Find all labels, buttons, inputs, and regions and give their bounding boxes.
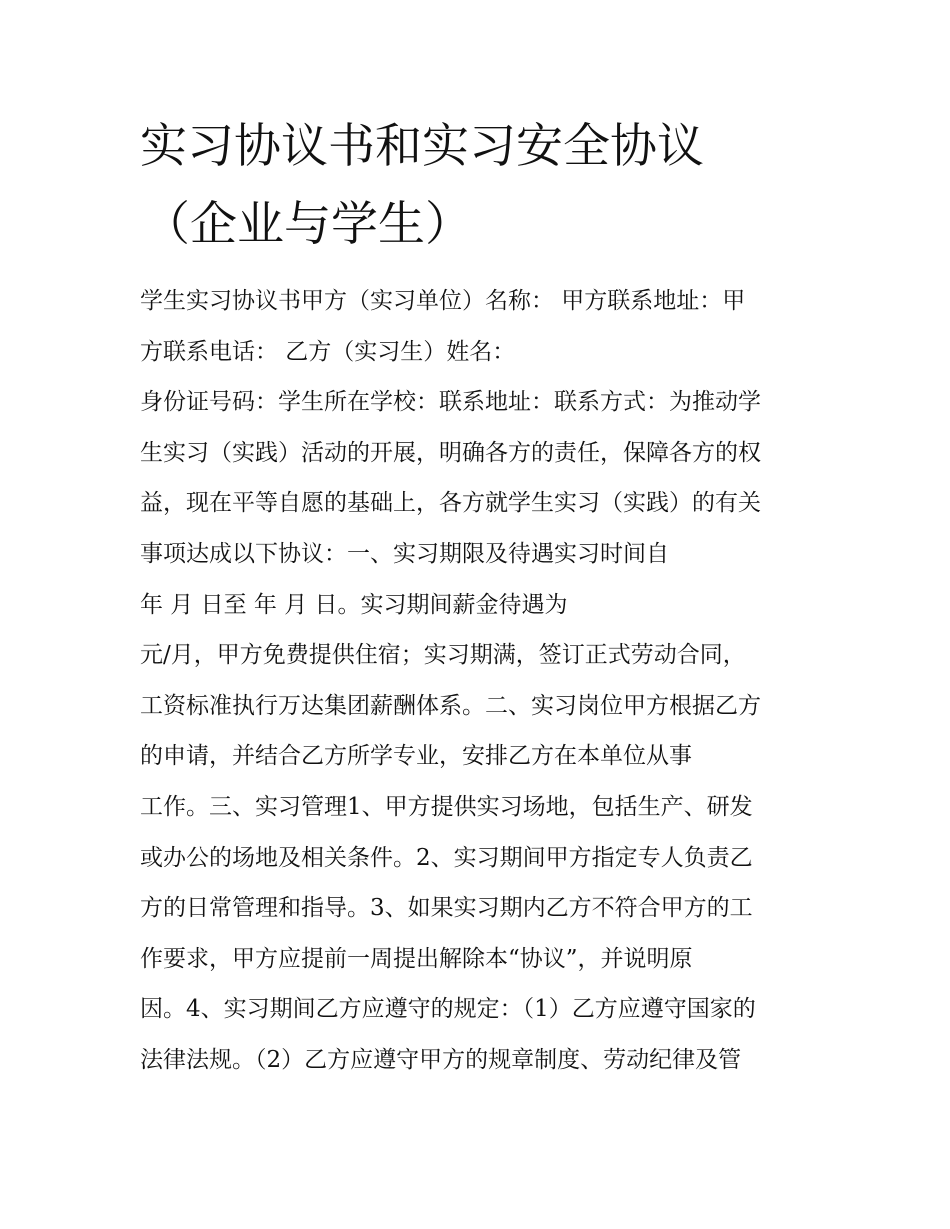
body-line: 或办公的场地及相关条件。2、实习期间甲方指定专人负责乙	[140, 844, 753, 871]
body-line: 因。4、实习期间乙方应遵守的规定：（1）乙方应遵守国家的	[140, 996, 756, 1023]
body-line: 方的日常管理和指导。3、如果实习期内乙方不符合甲方的工	[140, 895, 753, 922]
body-line: 年 月 日至 年 月 日。实习期间薪金待遇为	[140, 591, 568, 618]
body-line: 事项达成以下协议：一、实习期限及待遇实习时间自	[140, 540, 669, 567]
body-line: 生实习（实践）活动的开展，明确各方的责任，保障各方的权	[140, 439, 761, 466]
body-line: 的申请，并结合乙方所学专业，安排乙方在本单位从事	[140, 743, 692, 770]
body-line: 益，现在平等自愿的基础上，各方就学生实习（实践）的有关	[140, 490, 761, 517]
document-body	[140, 282, 820, 1092]
body-line: 身份证号码：学生所在学校：联系地址：联系方式：为推动学	[140, 389, 761, 416]
body-line: 法律法规。（2）乙方应遵守甲方的规章制度、劳动纪律及管	[140, 1046, 742, 1073]
body-line: 元/月，甲方免费提供住宿；实习期满，签订正式劳动合同，	[140, 642, 746, 669]
body-line: 工资标准执行万达集团薪酬体系。二、实习岗位甲方根据乙方	[140, 692, 761, 719]
document-subtitle: （企业与学生）	[143, 197, 472, 252]
body-line: 学生实习协议书甲方（实习单位）名称： 甲方联系地址：甲	[140, 288, 746, 314]
body-line: 方联系电话： 乙方（实习生）姓名：	[140, 338, 516, 365]
body-line: 作要求，甲方应提前一周提出解除本“协议”，并说明原	[140, 945, 693, 972]
document-title: 实习协议书和实习安全协议	[140, 119, 704, 174]
body-line: 工作。三、实习管理1、甲方提供实习场地，包括生产、研发	[140, 793, 753, 820]
